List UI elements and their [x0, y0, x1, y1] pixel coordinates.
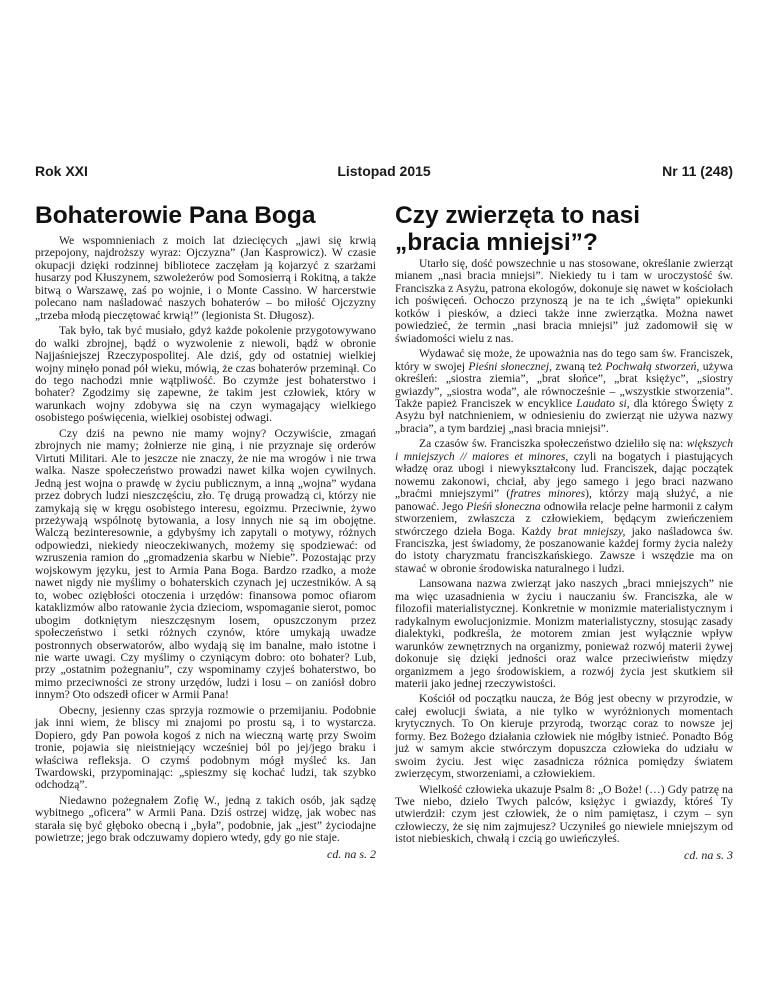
p3-work-title: Pieśń słoneczna	[466, 499, 541, 513]
right-paragraph-3	[395, 438, 733, 575]
p2-text-d: , dla którego Święty z Asyżu był natchnieniem, w odniesieniu do zwierząt nie używa nazwy „bracia”, a tym bardziej „nasi bracia mniejsi”.	[395, 396, 733, 435]
p2-text-b: , zwaną też	[549, 359, 606, 373]
p2-work-title: Pieśni słonecznej	[468, 359, 550, 373]
p3-text-c: ), którzy mają służyć, a nie panować. Jego	[395, 487, 733, 513]
page-header	[35, 163, 733, 183]
p3-brat-mniejszy: brat mniejszy,	[557, 524, 626, 538]
left-paragraph-4: Obecny, jesienny czas sprzyja rozmowie o przemijaniu. Podobnie jak inni wiem, że bliscy mi znajomi po prostu są, i to wystarcza. Dopiero, gdy Pan powoła kogoś z nich na wieczną wartę przy Swoim tronie, pojawia się nieistniejący wcześniej ból po jej/jego braku i właściwa refleksja. O czymś podobnym mógł myśleć ks. Jan Twardowski, przypominając: „spieszmy się kochać ludzi, tak szybko odchodzą”.	[35, 703, 376, 792]
issue-number: Nr 11 (248)	[662, 163, 733, 179]
left-paragraph-2: Tak było, tak być musiało, gdyż każde pokolenie przygotowywano do walki zbrojnej, bądź o wyzwolenie z niewoli, bądź w obronie Najjaśniejszej Rzeczypospolitej. Ale dziś, gdy od ostatniej wielkiej wojny minęło ponad pół wieku, mówią, że czas bohaterów przeminął. Co do tego nachodzi mnie wątpliwość. Bo czymże jest bohaterstwo i bohater? Zgodzimy się zapewne, że takim jest człowiek, który w warunkach wojny zdobywa się na czyn wymagający wielkiego osobistego poświęcenia, wielkiej osobistej odwagi.	[35, 324, 376, 425]
left-article	[35, 202, 376, 861]
p3-text-a: Za czasów św. Franciszka społeczeństwo dzieliło się na:	[419, 437, 687, 451]
left-paragraph-5: Niedawno pożegnałem Zofię W., jedną z takich osób, jak sądzę wybitnego „oficera” w Armii Pana. Dziś ostrzej widzę, jak wobec nas starała się być głęboko obecną i „była”, podobnie, jak „jest” życiodajne powietrze; jego brak odczuwamy dopiero wtedy, gdy go nie staje.	[35, 793, 376, 845]
right-continued-note: cd. na s. 3	[684, 847, 733, 862]
p3-text-b: czyli na bogatych i piastujących władzę oraz ubogi i niewykształcony lud. Franciszek, dając początek nowemu zakonowi, chciał, aby jego samego i jego braci nazwano „braćmi mniejszymi” (	[395, 449, 733, 501]
right-article-title	[395, 202, 733, 256]
right-title-line-2: „bracia mniejsi”?	[395, 229, 598, 256]
right-article	[395, 202, 733, 862]
right-paragraph-4: Lansowana nazwa zwierząt jako naszych „braci mniejszych” nie ma więc uzasadnienia w życiu i nauczaniu św. Franciszka, ale w filozofii materialistycznej. Konkretnie w monizmie materialistycznym i radykalnym ewolucjonizmie. Monizm materialistyczny, stosując zasady dialektyki, podkreśla, że motorem zmian jest wyłącznie wpływ warunków zewnętrznych na organizmy, ponieważ rozwój materii żywej dokonuje się dzięki jedności oraz walce przeciwieństw między organizmem a jego środowiskiem, a rozwój życia jest skutkiem sił materii jako jednej rzeczywistości.	[395, 577, 733, 690]
right-paragraph-2	[395, 348, 733, 435]
left-continued-note: cd. na s. 2	[327, 846, 376, 861]
left-article-title: Bohaterowie Pana Boga	[35, 202, 316, 229]
left-paragraph-1: We wspomnieniach z moich lat dziecięcych „jawi się krwią przepojony, najdroższy wyraz: Ojczyzna” (Jan Kasprowicz). W czasie okupacji dzięki rodzinnej bibliotece zaczęłam ją kojarzyć z szarżami husarzy pod Kłuszynem, szwoleżerów pod Somosierrą i Rokitną, a także bitwą o Warszawę, zaś po wojnie, i o Monte Cassino. W harcerstwie polecano nam naśladować naszych bohaterów – bo miłość Ojczyzny „trzeba młodą pieczętować krwią!” (legionista St. Długosz).	[35, 234, 376, 322]
issue-date: Listopad 2015	[337, 163, 431, 179]
p2-work-title-2: Pochwałą stworzeń	[605, 359, 697, 373]
right-title-line-1: Czy zwierzęta to nasi	[395, 202, 641, 229]
p3-text-d: odnowiła relacje pełne harmonii z całym stworzeniem, zwłaszcza z człowiekiem, będącym zwieńczeniem stwórczego dzieła Boga. Każdy	[395, 499, 733, 538]
p3-fratres-minores: fratres minores	[510, 487, 586, 501]
left-paragraph-3: Czy dziś na pewno nie mamy wojny? Oczywiście, zmagań zbrojnych nie mamy; żołnierze nie giną, i nie przyznaje się orderów Virtuti Militari. Ale to jeszcze nie znaczy, że nie ma wrogów i nie trwa walka. Nasze społeczeństwo prowadzi nawet kilka wojen cywilnych. Jedną jest wojna o prawdę w życiu publicznym, a inną „wojna” wydana przez dobrych ludzi nieszczęściu, zło. Tę drugą prowadzą ci, którzy nie zamykają się w kręgu osobistego interesu, egoizmu. Przeciwnie, żywo przeżywają wspólnotę bytowania, a losy innych nie są im obojętne. Walczą bezinteresownie, a gdybyśmy ich zapytali o motywy, różnych odpowiedzi, niekiedy nieoczekiwanych, możemy się spodziewać: od wzruszenia ramion do „gromadzenia skarbu w Niebie”. Pozostając przy wojskowym języku, jest to Armia Pana Boga. Bardzo rzadko, a może nawet nigdy nie myślimy o bohaterskich czynach jej uczestników. A są to, wobec oziębłości otoczenia i urzędów: finansowa pomoc ofiarom kataklizmów albo ratowanie życia dzieciom, wspomaganie sierot, pomoc ubogim dotkniętym nieszczęsnym losem, opuszczonym przez społeczeństwo i setki różnych czynów, które umykają uwadze postronnych obserwatorów, albo wydają się im banalne, mało istotne i nie warte uwagi. Czy myślimy o czyniącym dobro: oto bohater? Lub, przy „ostatnim pożegnaniu”, czy wspominamy czyjeś bohaterstwo, bo mimo przeciwności ze strony urzędów, ludzi i losu – on zaniósł dobro innym? Oto odszedł oficer w Armii Pana!	[35, 426, 376, 702]
p3-text-e: jako naśladowca św. Franciszka, jest świadomy, że poszanowanie każdej formy życia należy do istoty charyzmatu franciszkańskiego. Zawsze i wszędzie ma on stawać w obronie środowiska naturalnego i ludzi.	[395, 524, 733, 575]
right-paragraph-1: Utarło się, dość powszechnie u nas stosowane, określanie zwierząt mianem „nasi bracia mniejsi”. Niekiedy tu i tam w uroczystość św. Franciszka z Asyżu, patrona ekologów, dokonuje się nawet w kościołach ich poświęceń. Ochoczo przynoszą je na te ich „święta” opiekunki kotków i piesków, a dzieci także inne zwierzątka. Można nawet powiedzieć, że termin „nasi bracia mniejsi” już zadomowił się w świadomości wielu z nas.	[395, 257, 733, 345]
right-paragraph-5: Kościół od początku naucza, że Bóg jest obecny w przyrodzie, w całej ewolucji świata, a nie tylko w wyróżnionych momentach krytycznych. To On kieruje przyrodą, tworząc coraz to nowsze jej formy. Bez Bożego działania człowiek nie mógłby istnieć. Ponadto Bóg już w samym akcie stwórczym dopuszcza człowieka do udziału w swoim życiu. Jest więc zasadnicza różnica pomiędzy światem zwierzęcym, stworzeniami, a człowiekiem.	[395, 692, 733, 781]
p2-text-c: , używa określeń: „siostra ziemia”, „brat słońce”, „brat księżyc”, „siostry gwiazdy”, „siostra woda”, ale równocześnie – „wszystkie stworzenia”. Także papież Franciszek w encyklice	[395, 359, 734, 410]
right-paragraph-6: Wielkość człowieka ukazuje Psalm 8: „O Boże! (…) Gdy patrzę na Twe niebo, dzieło Twych palców, księżyc i gwiazdy, któreś Ty utwierdził: czym jest człowiek, że o nim pamiętasz, i czym – syn człowieczy, że się nim zajmujesz? Uczyniłeś go niewiele mniejszym od istot niebieskich, chwałą i czcią go uwieńczyłeś.	[395, 782, 733, 846]
volume-label: Rok XXI	[35, 163, 88, 179]
p2-text-a: Wydawać się może, że upoważnia nas do tego sam św. Franciszek, który w swojej	[395, 347, 733, 373]
p2-encyclical-title: Laudato si	[576, 396, 627, 410]
p3-latin-phrase: większych i mniejszych // maiores et minores,	[395, 437, 733, 463]
